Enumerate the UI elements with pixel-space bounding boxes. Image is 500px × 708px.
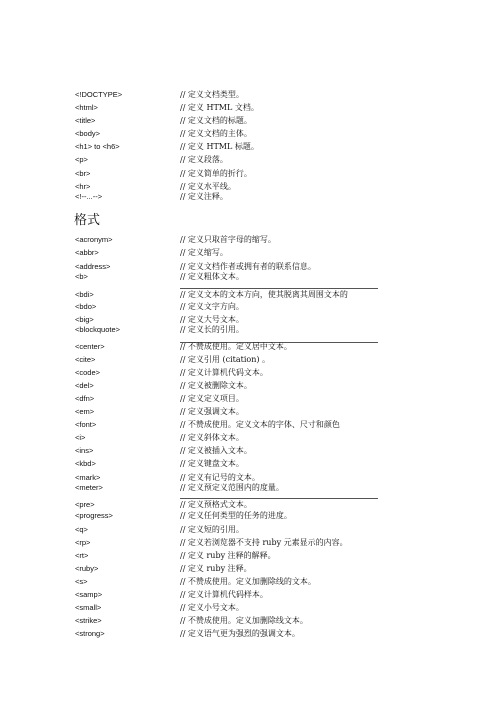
list-item (0, 115, 500, 128)
tag-description: // 定义缩写。 (180, 248, 228, 257)
tag-name: <abbr> (75, 248, 99, 257)
tag-description: // 定义文档作者或拥有者的联系信息。 (180, 262, 316, 271)
list-item (0, 419, 500, 432)
list-item (0, 324, 500, 337)
list-item (0, 168, 500, 181)
list-item (0, 234, 500, 247)
tag-name: <b> (75, 272, 88, 281)
tag-description: // 定义长的引用。 (180, 325, 244, 334)
tag-description: // 定义文本的文本方向，使其脱离其周围文本的 (180, 290, 348, 299)
tag-description: // 定义计算机代码文本。 (180, 368, 268, 377)
list-item (0, 537, 500, 550)
tag-name: <mark> (75, 473, 101, 482)
tag-name: <progress> (75, 511, 113, 520)
tag-name: <body> (75, 129, 101, 138)
list-item (0, 615, 500, 628)
list-item (0, 576, 500, 589)
tag-description: // 不赞成使用。定义居中文本。 (180, 342, 292, 351)
tag-description: // 定义粗体文本。 (180, 272, 244, 281)
tag-description: // 定义只取首字母的缩写。 (180, 235, 276, 244)
tag-name: <strike> (75, 616, 102, 625)
list-item (0, 482, 500, 495)
tag-description: // 定义小号文本。 (180, 603, 244, 612)
tag-name: <big> (75, 315, 94, 324)
tag-name: <em> (75, 407, 95, 416)
tag-description: // 不赞成使用。定义文本的字体、尺寸和颜色 (180, 420, 340, 429)
tag-description: // 定义任何类型的任务的进度。 (180, 511, 292, 520)
tag-name: <small> (75, 603, 102, 612)
tag-description: // 定义大号文本。 (180, 315, 244, 324)
list-item (0, 589, 500, 602)
list-item (0, 341, 500, 354)
tag-description: // 定义计算机代码样本。 (180, 590, 268, 599)
tag-name: <p> (75, 155, 88, 164)
tag-name: <center> (75, 342, 105, 351)
tag-name: <address> (75, 262, 111, 271)
tag-description: // 定义若浏览器不支持 ruby 元素显示的内容。 (180, 538, 348, 547)
tag-name: <kbd> (75, 459, 96, 468)
tag-description: // 定义注释。 (180, 192, 228, 201)
list-item (0, 301, 500, 314)
tag-name: <html> (75, 103, 98, 112)
tag-name: <i> (75, 433, 86, 442)
list-item (0, 628, 500, 641)
tag-name: <acronym> (75, 235, 113, 244)
list-item (0, 432, 500, 445)
tag-description: // 定义 HTML 文档。 (180, 103, 259, 112)
list-item (0, 406, 500, 419)
tag-description: // 定义简单的折行。 (180, 169, 252, 178)
tag-name: <strong> (75, 629, 105, 638)
list-item (0, 550, 500, 563)
tag-description: // 定义段落。 (180, 155, 228, 164)
tag-description: // 定义键盘文本。 (180, 459, 244, 468)
list-item (0, 271, 500, 284)
list-item (0, 128, 500, 141)
tag-name: <q> (75, 525, 88, 534)
list-item (0, 445, 500, 458)
tag-name: <ins> (75, 446, 94, 455)
tag-description: // 定义文档的标题。 (180, 116, 252, 125)
list-item (0, 367, 500, 380)
tag-description: // 定义预定义范围内的度量。 (180, 483, 284, 492)
tag-description: // 定义引用 (citation) 。 (180, 355, 271, 364)
list-item (0, 141, 500, 154)
tag-name: <s> (75, 577, 88, 586)
list-item (0, 380, 500, 393)
tag-name: <br> (75, 169, 91, 178)
tag-name: <cite> (75, 355, 96, 364)
list-item (0, 524, 500, 537)
tag-name: <pre> (75, 500, 95, 509)
tag-description: // 定义被删除文本。 (180, 381, 252, 390)
tag-name: <!--...--> (75, 192, 103, 201)
tag-description: // 定义语气更为强烈的强调文本。 (180, 629, 300, 638)
tag-name: <font> (75, 420, 97, 429)
tag-name: <bdo> (75, 302, 97, 311)
list-item (0, 247, 500, 260)
tag-description: // 定义有记号的文本。 (180, 473, 260, 482)
tag-description: // 定义 HTML 标题。 (180, 142, 259, 151)
list-item (0, 510, 500, 523)
tag-name: <del> (75, 381, 94, 390)
tag-description: // 定义文字方向。 (180, 302, 244, 311)
tag-name: <ruby> (75, 564, 99, 573)
list-item (0, 154, 500, 167)
list-item (0, 89, 500, 102)
tag-description: // 定义预格式文本。 (180, 500, 252, 509)
section-heading: 格式 (74, 213, 101, 228)
tag-description: // 定义斜体文本。 (180, 433, 244, 442)
tag-name: <meter> (75, 483, 103, 492)
tag-name: <bdi> (75, 290, 94, 299)
tag-name: <blockquote> (75, 325, 121, 334)
tag-name: <rp> (75, 538, 91, 547)
list-item (0, 458, 500, 471)
list-item (0, 393, 500, 406)
list-item (0, 102, 500, 115)
tag-name: <hr> (75, 182, 91, 191)
list-item (0, 354, 500, 367)
tag-description: // 定义 ruby 注释的解释。 (180, 551, 276, 560)
tag-description: // 定义被插入文本。 (180, 446, 252, 455)
tag-name: <samp> (75, 590, 103, 599)
tag-name: <h1> to <h6> (75, 142, 120, 151)
list-item (0, 602, 500, 615)
tag-name: <!DOCTYPE> (75, 90, 123, 99)
list-item (0, 191, 500, 204)
tag-description: // 定义水平线。 (180, 182, 236, 191)
tag-name: <dfn> (75, 394, 95, 403)
tag-description: // 定义短的引用。 (180, 525, 244, 534)
tag-description: // 定义 ruby 注释。 (180, 564, 252, 573)
tag-description: // 定义定义项目。 (180, 394, 244, 403)
tag-description: // 定义文档的主体。 (180, 129, 252, 138)
tag-description: // 定义强调文本。 (180, 407, 244, 416)
tag-name: <title> (75, 116, 96, 125)
tag-description: // 定义文档类型。 (180, 90, 244, 99)
list-item (0, 563, 500, 576)
tag-description: // 不赞成使用。定义加删除线的文本。 (180, 577, 316, 586)
tag-description: // 不赞成使用。定义加删除线文本。 (180, 616, 308, 625)
tag-name: <rt> (75, 551, 89, 560)
tag-name: <code> (75, 368, 101, 377)
